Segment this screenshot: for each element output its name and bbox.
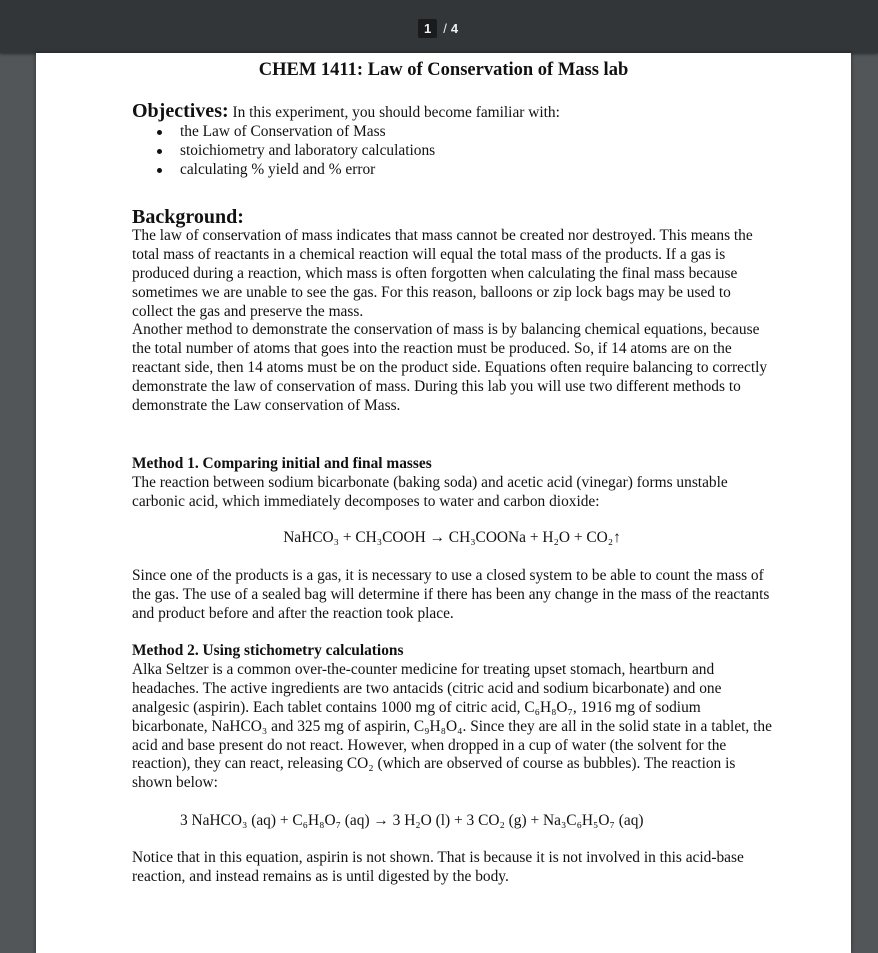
method1-section xyxy=(132,455,772,512)
background-paragraph: The law of conservation of mass indicates that mass cannot be created nor destroyed. This means the total mass of reactants in a chemical reaction will equal the total mass of the products. If a gas is produced during a reaction, which mass is often forgotten when calculating the final mass because sometimes we are unable to see the gas. For this reason, balloons or zip lock bags may be used to collect the gas and preserve the mass. xyxy=(132,226,753,320)
objectives-intro: In this experiment, you should become familiar with: xyxy=(228,104,560,121)
method1-paragraph-after: Since one of the products is a gas, it is necessary to use a closed system to be able to count the mass of the gas. The use of a sealed bag will determine if there has been any change in the mass of the reactants and product before and after the reaction took place. xyxy=(132,567,770,622)
document-title: CHEM 1411: Law of Conservation of Mass lab xyxy=(258,60,629,80)
method2-paragraph-after: Notice that in this equation, aspirin is not shown. That is because it is not involved in this acid-base reaction, and instead remains as is until digested by the body. xyxy=(132,849,744,885)
method1-paragraph: The reaction between sodium bicarbonate (baking soda) and acetic acid (vinegar) forms unstable carbonic acid, which immediately decomposes to water and carbon dioxide: xyxy=(132,473,728,510)
objectives-list xyxy=(132,123,772,180)
method1-heading: Method 1. Comparing initial and final masses xyxy=(132,455,432,472)
method2-heading: Method 2. Using stichometry calculations xyxy=(132,642,404,659)
background-heading: Background: xyxy=(132,206,244,228)
list-item: calculating % yield and % error xyxy=(132,161,772,180)
objectives-heading: Objectives: xyxy=(132,100,229,122)
current-page-input[interactable]: 1 xyxy=(418,19,437,38)
background-section xyxy=(132,208,772,416)
background-paragraph-2: Another method to demonstrate the conservation of mass is by balancing chemical equations, because the total number of atoms that goes into the reaction must be produced. So, if 14 atoms are on the reactant side, then 14 atoms must be on the product side. Equations often require balancing to correctly demonstrate the law of conservation of mass. During this lab you will use two different methods to demonstrate the Law conservation of Mass. xyxy=(132,321,768,415)
objectives-section xyxy=(132,102,772,180)
total-pages: 4 xyxy=(450,20,459,36)
list-item: stoichiometry and laboratory calculations xyxy=(132,142,772,161)
page-separator: / xyxy=(443,20,447,36)
method2-equation: 3 NaHCO₃ (aq) + C₆H₈O₇ (aq) → 3 H₂O (l) + 3 CO₂ (g) + Na₃C₆H₅O₇ (aq) xyxy=(180,812,644,829)
pdf-toolbar xyxy=(0,0,878,53)
method2-paragraph: Alka Seltzer is a common over-the-counter medicine for treating upset stomach, heartburn and headaches. The active ingredients are two antacids (citric acid and sodium bicarbonate) and one analgesic (aspirin). Each tablet contains 1000 mg of citric acid, C₆H₈O₇, 1916 mg of sodium bicarbonate, NaHCO₃ and 325 mg of aspirin, C₉H₈O₄. Since they are all in the solid state in a tablet, the acid and base present do not react. However, when dropped in a cup of water (the solvent for the reaction), they can react, releasing CO₂ (which are observed of course as bubbles). The reaction is shown below: xyxy=(132,660,772,792)
list-item: the Law of Conservation of Mass xyxy=(132,123,772,142)
method1-equation: NaHCO₃ + CH₃COOH → CH₃COONa + H₂O + CO₂↑ xyxy=(283,529,621,546)
method2-section xyxy=(132,642,772,793)
page-counter xyxy=(418,17,458,39)
